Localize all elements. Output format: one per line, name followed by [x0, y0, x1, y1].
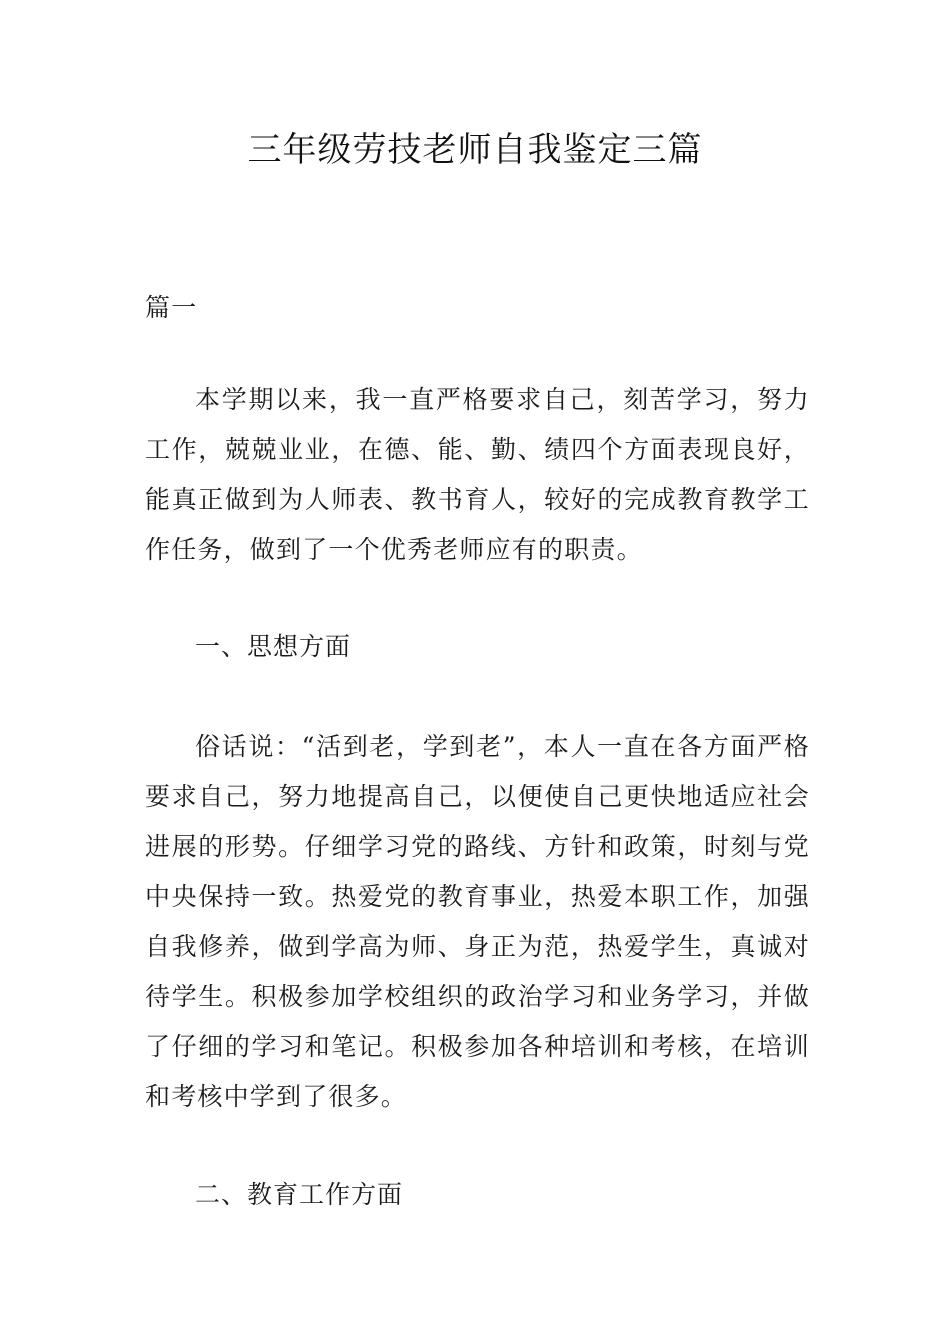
document-title: 三年级劳技老师自我鉴定三篇: [247, 130, 703, 170]
thought-paragraph: 俗话说：“活到老，学到老”，本人一直在各方面严格要求自己，努力地提高自己，以便使自己更快地适应社会进展的形势。仔细学习党的路线、方针和政策，时刻与党中央保持一致。热爱党的教育事业，热爱本职工作，加强自我修养，做到学高为师、身正为范，热爱学生，真诚对待学生。积极参加学校组织的政治学习和业务学习，并做了仔细的学习和笔记。积极参加各种培训和考核，在培训和考核中学到了很多。: [145, 732, 810, 1111]
section-label: 篇一: [145, 293, 198, 322]
heading-education-work: 二、教育工作方面: [195, 1180, 404, 1209]
intro-paragraph: 本学期以来，我一直严格要求自己，刻苦学习，努力工作，兢兢业业，在德、能、勤、绩四个方面表现良好，能真正做到为人师表、教书育人，较好的完成教育教学工作任务，做到了一个优秀老师应有的职责。: [145, 385, 810, 564]
heading-thought: 一、思想方面: [195, 632, 352, 661]
